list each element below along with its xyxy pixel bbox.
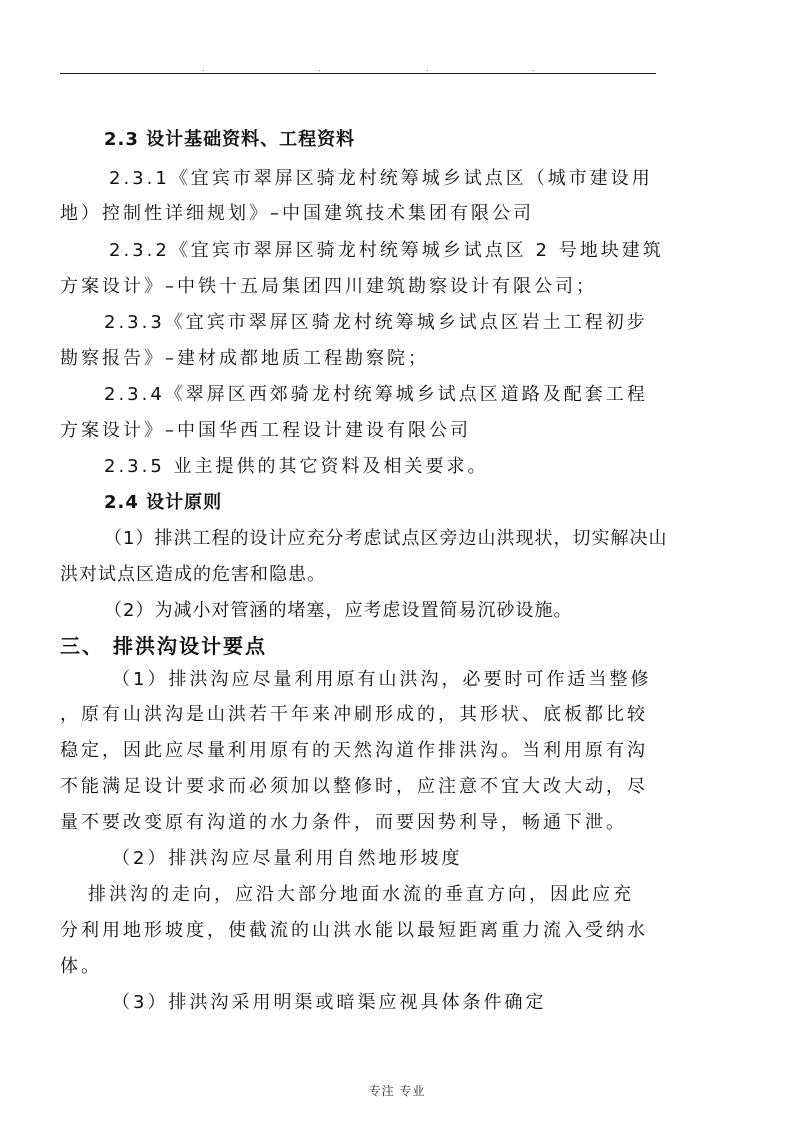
point-3-heading: （3）排洪沟采用明渠或暗渠应视具体条件确定: [112, 992, 547, 1013]
ref-2-3-3-line1: 2.3.3《宜宾市翠屏区骑龙村统筹城乡试点区岩土工程初步: [104, 312, 648, 333]
point-1-line3: 稳定，因此应尽量利用原有的天然沟道作排洪沟。当利用原有沟: [60, 740, 648, 761]
point-2-heading: （2）排洪沟应尽量利用自然地形坡度: [112, 848, 463, 869]
point-1-line4: 不能满足设计要求而必须加以整修时，应注意不宜大改大动，尽: [60, 776, 648, 797]
point-1-line1: （1）排洪沟应尽量利用原有山洪沟，必要时可作适当整修: [112, 669, 652, 690]
section-2-3-title: 2.3 设计基础资料、工程资料: [104, 129, 356, 150]
section-2-4-title: 2.4 设计原则: [104, 492, 223, 513]
ref-2-3-1-line2: 地）控制性详细规划》–中国建筑技术集团有限公司: [60, 203, 534, 224]
ref-2-3-5: 2.3.5 业主提供的其它资料及相关要求。: [104, 456, 489, 477]
ref-2-3-4-line2: 方案设计》–中国华西工程设计建设有限公司: [60, 420, 471, 441]
ref-2-3-4-line1: 2.3.4《翠屏区西郊骑龙村统筹城乡试点区道路及配套工程: [104, 384, 648, 405]
point-2-line2: 分利用地形坡度，使截流的山洪水能以最短距离重力流入受纳水: [60, 920, 648, 941]
section-3-title: 三、 排洪沟设计要点: [60, 634, 267, 658]
point-1-line5: 量不要改变原有沟道的水力条件，而要因势利导，畅通下泄。: [60, 812, 627, 833]
header-dot: .: [426, 64, 429, 73]
page-footer: 专注 专业: [368, 1084, 426, 1098]
ref-2-3-2-line2: 方案设计》–中铁十五局集团四川建筑勘察设计有限公司；: [60, 276, 597, 297]
point-1-line2: ，原有山洪沟是山洪若干年来冲刷形成的，其形状、底板都比较: [60, 704, 648, 725]
ref-2-3-1-line1: 2.3.1《宜宾市翠屏区骑龙村统筹城乡试点区（城市建设用: [109, 168, 653, 189]
header-rule: [60, 73, 656, 74]
header-dot: .: [202, 64, 205, 73]
ref-2-3-2-line1: 2.3.2《宜宾市翠屏区骑龙村统筹城乡试点区 2 号地块建筑: [109, 240, 664, 261]
point-2-line3: 体。: [60, 956, 102, 977]
principle-2: （2）为减小对管涵的堵塞，应考虑设置简易沉砂设施。: [104, 600, 573, 621]
header-dot: .: [318, 64, 321, 73]
principle-1-line1: （1）排洪工程的设计应充分考虑试点区旁边山洪现状，切实解决山: [104, 528, 668, 549]
header-dot: .: [532, 64, 535, 73]
point-2-line1: 排洪沟的走向，应沿大部分地面水流的垂直方向，因此应充: [88, 884, 634, 905]
principle-1-line2: 洪对试点区造成的危害和隐患。: [60, 564, 326, 585]
ref-2-3-3-line2: 勘察报告》–建材成都地质工程勘察院；: [60, 348, 429, 369]
